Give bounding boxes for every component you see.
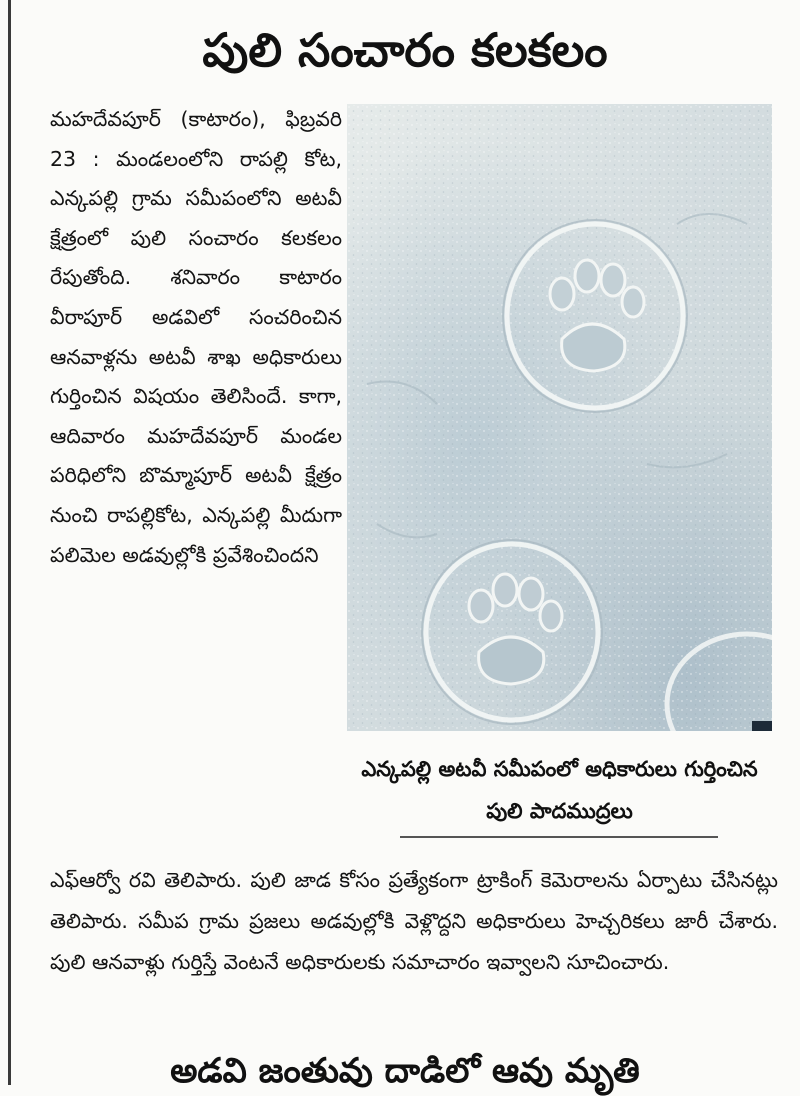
article-body-continuation: ఎఫ్ఆర్వో రవి తెలిపారు. పులి జాడ కోసం ప్రత్యేకంగా ట్రాకింగ్ కెమెరాలను ఏర్పాటు చేసినట్లు తెలిపారు. సమీప గ్రామ ప్రజలు అడవుల్లోకి వెళ్లొద్దని అధికారులు హెచ్చరికలు జారీ చేశారు. పులి ఆనవాళ్లు గుర్తిస్తే వెంటనే అధికారులకు సమాచారం ఇవ్వాలని సూచించారు. (50, 868, 778, 974)
photo-caption: ఎన్కపల్లి అటవీ సమీపంలో అధికారులు గుర్తించిన పులి పాదముద్రలు (361, 757, 758, 823)
caption-underline (400, 836, 718, 838)
article-body-column: మహదేవపూర్ (కాటారం), ఫిబ్రవరి 23 : మండలంలోని రాపల్లి కోట, ఎన్కపల్లి గ్రామ సమీపంలోని అటవీ క్షేత్రంలో పులి సంచారం కలకలం రేపుతోంది. శనివారం కాటారం వీరాపూర్ అడవిలో సంచరించిన ఆనవాళ్లను అటవీ శాఖ అధికారులు గుర్తించిన విషయం తెలిసిందే. కాగా, ఆదివారం మహదేవపూర్ మండల పరిధిలోని బొమ్మాపూర్ అటవీ క్షేత్రం నుంచి రాపల్లికోట, ఎన్కపల్లి మీదుగా పలిమెల అడవుల్లోకి ప్రవేశించిందని (50, 107, 342, 567)
column-rule (8, 0, 11, 1085)
article-headline: పులి సంచారం కలకలం (202, 23, 608, 77)
next-article-headline: అడవి జంతువు దాడిలో ఆవు మృతి (170, 1051, 640, 1091)
tiger-pugmark-photo (347, 104, 772, 731)
